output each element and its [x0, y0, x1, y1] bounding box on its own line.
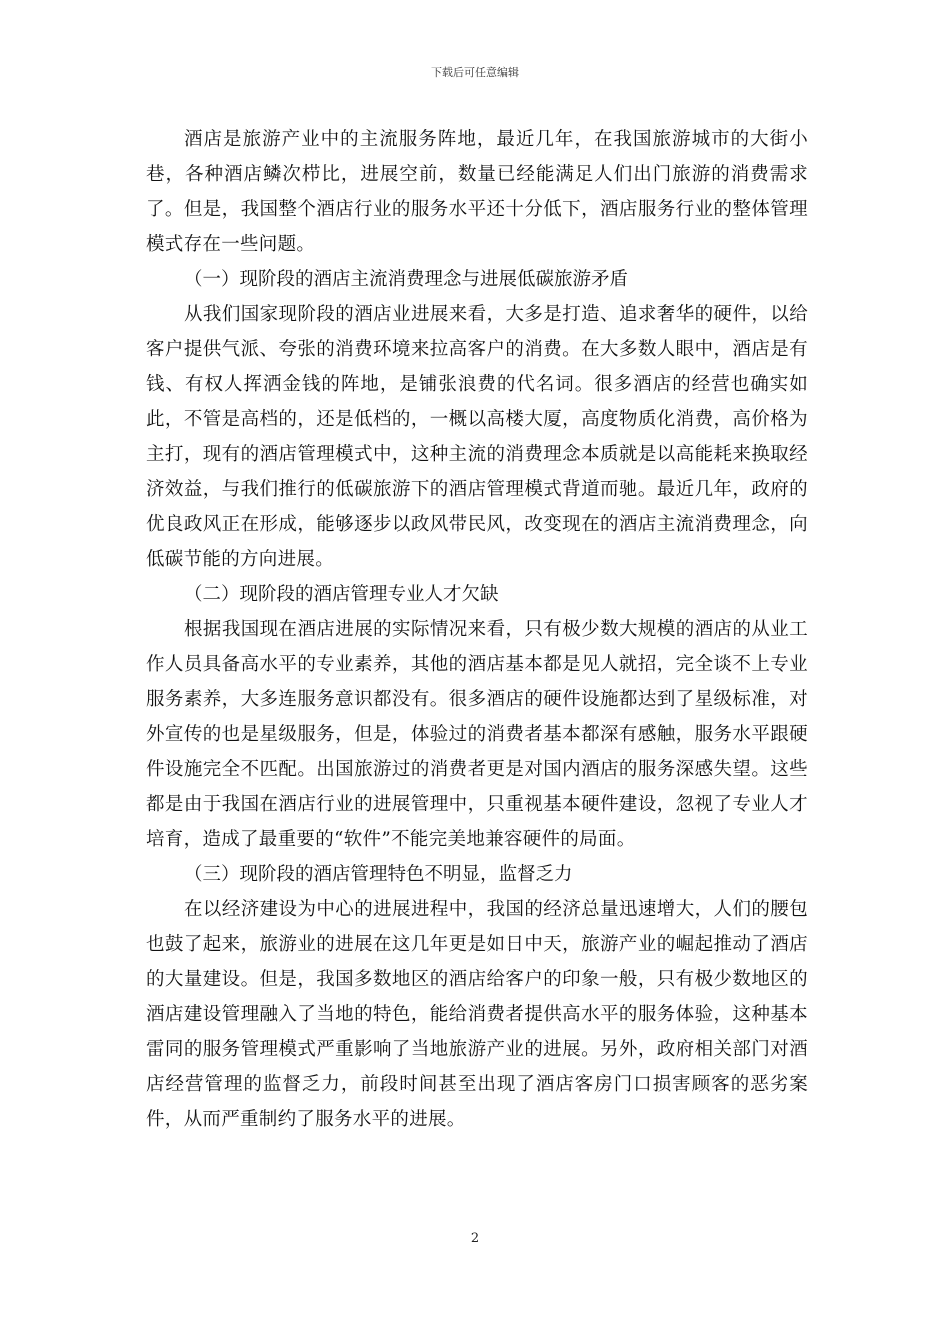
- paragraph-section-3: 在以经济建设为中心的进展进程中，我国的经济总量迅速增大，人们的腰包也鼓了起来，旅游业的进展在这几年更是如日中天，旅游产业的崛起推动了酒店的大量建设。但是，我国多数地区的酒店给客户的印象一般，只有极少数地区的酒店建设管理融入了当地的特色，能给消费者提供高水平的服务体验，这种基本雷同的服务管理模式严重影响了当地旅游产业的进展。另外，政府相关部门对酒店经营管理的监督乏力，前段时间甚至出现了酒店客房门口损害顾客的恶劣案件，从而严重制约了服务水平的进展。: [146, 899, 808, 1130]
- paragraph-section-1: 从我们国家现阶段的酒店业进展来看，大多是打造、追求奢华的硬件，以给客户提供气派、夸张的消费环境来拉高客户的消费。在大多数人眼中，酒店是有钱、有权人挥洒金钱的阵地，是铺张浪费的代名词。很多酒店的经营也确实如此，不管是高档的，还是低档的，一概以高楼大厦，高度物质化消费，高价格为主打，现有的酒店管理模式中，这种主流的消费理念本质就是以高能耗来换取经济效益，与我们推行的低碳旅游下的酒店管理模式背道而驰。最近几年，政府的优良政风正在形成，能够逐步以政风带民风，改变现在的酒店主流消费理念，向低碳节能的方向进展。: [146, 304, 808, 570]
- paragraph-section-2: 根据我国现在酒店进展的实际情况来看，只有极少数大规模的酒店的从业工作人员具备高水平的专业素养，其他的酒店基本都是见人就招，完全谈不上专业服务素养，大多连服务意识都没有。很多酒店的硬件设施都达到了星级标准，对外宣传的也是星级服务，但是，体验过的消费者基本都深有感触，服务水平跟硬件设施完全不匹配。出国旅游过的消费者更是对国内酒店的服务深感失望。这些都是由于我国在酒店行业的进展管理中，只重视基本硬件建设，忽视了专业人才培育，造成了最重要的“软件”不能完美地兼容硬件的局面。: [146, 619, 808, 850]
- paragraph-intro: 酒店是旅游产业中的主流服务阵地，最近几年，在我国旅游城市的大街小巷，各种酒店鳞次栉比，进展空前，数量已经能满足人们出门旅游的消费需求了。但是，我国整个酒店行业的服务水平还十分低下，酒店服务行业的整体管理模式存在一些问题。: [146, 129, 808, 255]
- page-number: 2: [470, 1231, 480, 1246]
- section-heading-1: （一）现阶段的酒店主流消费理念与进展低碳旅游矛盾: [184, 269, 629, 290]
- page-header-note: 下载后可任意编辑: [431, 66, 519, 79]
- document-body: [146, 122, 808, 1137]
- section-heading-2: （二）现阶段的酒店管理专业人才欠缺: [184, 584, 499, 605]
- section-heading-3: （三）现阶段的酒店管理特色不明显，监督乏力: [184, 864, 573, 885]
